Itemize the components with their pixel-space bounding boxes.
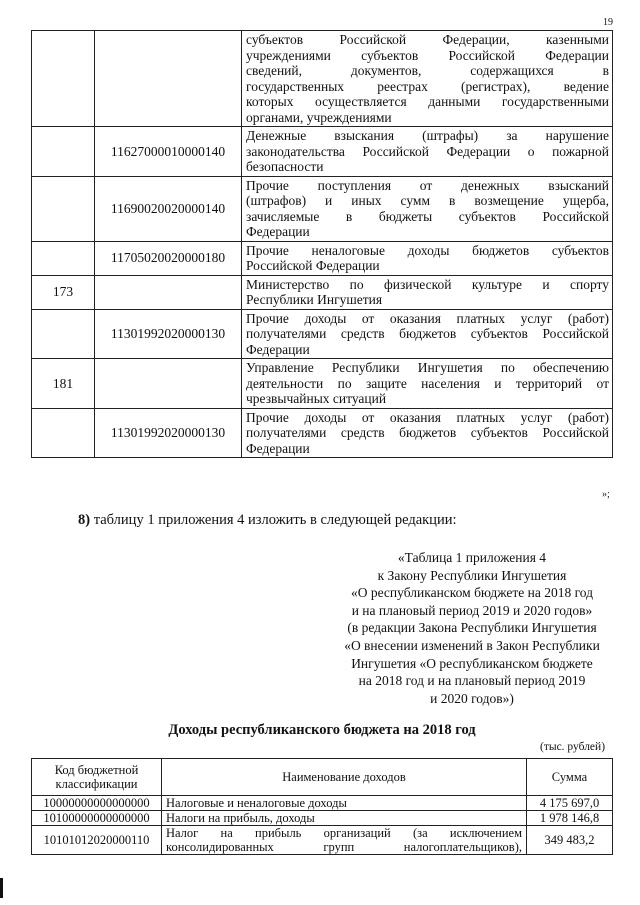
kbk-code-cell	[95, 275, 242, 309]
budget-code-cell: 10100000000000000	[32, 811, 162, 826]
kbk-code-cell: 11627000010000140	[95, 127, 242, 177]
closing-quote: »;	[602, 489, 610, 500]
table-row	[32, 275, 613, 309]
table-row	[32, 811, 613, 826]
description-line: Денежные взыскания (штрафы) за нарушение	[246, 128, 609, 143]
admin-code-cell	[32, 309, 95, 359]
kbk-code-cell: 11705020020000180	[95, 241, 242, 275]
heading-line: «О внесении изменений в Закон Республики	[344, 637, 600, 653]
admin-code-cell	[32, 241, 95, 275]
table-row	[32, 31, 613, 127]
admin-code-cell	[32, 176, 95, 241]
header-code: Код бюджетной классификации	[32, 759, 162, 796]
table-row	[32, 796, 613, 811]
kbk-code-cell: 11690020020000140	[95, 176, 242, 241]
budget-code-cell: 10101012020000110	[32, 826, 162, 855]
revenue-table	[31, 758, 613, 855]
admin-code-cell: 173	[32, 275, 95, 309]
description-line: Федерации	[246, 224, 310, 239]
amount-cell: 4 175 697,0	[527, 796, 613, 811]
heading-line: на 2018 год и на плановый период 2019	[358, 673, 586, 689]
description-cell	[242, 176, 613, 241]
description-line: получателями средств бюджетов субъектов Российской	[246, 425, 609, 440]
description-line: Прочие доходы от оказания платных услуг (работ)	[246, 310, 609, 326]
description-cell	[242, 275, 613, 309]
description-line: сведений, документов, содержащихся в	[246, 63, 609, 78]
revenue-name-cell: Налоги на прибыль, доходы	[162, 811, 527, 826]
heading-line: «О республиканском бюджете на 2018 год	[350, 585, 594, 601]
admin-code-cell: 181	[32, 359, 95, 409]
description-line: Республики Ингушетия	[246, 292, 383, 307]
heading-line: Ингушетия «О республиканском бюджете	[351, 655, 593, 671]
document-title: Доходы республиканского бюджета на 2018 год	[168, 722, 476, 738]
description-line: Федерации	[246, 440, 310, 456]
description-line: органами, учреждениями	[246, 109, 392, 125]
description-line: зачисляемые в бюджеты субъектов Российской	[246, 208, 609, 224]
description-cell	[242, 359, 613, 409]
heading-line: и на плановый период 2019 и 2020 годов»	[351, 602, 593, 618]
description-line: Прочие неналоговые доходы бюджетов субъектов	[246, 242, 609, 258]
table-row	[32, 408, 613, 458]
heading-line: (в редакции Закона Республики Ингушетия	[347, 620, 597, 636]
table-heading-block	[312, 549, 632, 707]
description-line: (штрафов) и иных сумм в возмещение ущерба,	[246, 193, 609, 208]
table-row	[32, 309, 613, 359]
heading-line: к Закону Республики Ингушетия	[377, 567, 567, 583]
description-line: законодательства Российской Федерации о пожарной	[246, 143, 609, 159]
margin-mark	[0, 878, 3, 898]
kbk-code-cell: 11301992020000130	[95, 408, 242, 458]
description-cell	[242, 241, 613, 275]
page-number: 19	[603, 17, 613, 28]
instruction-paragraph	[78, 512, 457, 529]
description-line: государственных реестрах (регистрах), ведение	[246, 78, 609, 94]
revenue-name-cell: Налоговые и неналоговые доходы	[162, 796, 527, 811]
description-line: получателями средств бюджетов субъектов Российской	[246, 326, 609, 341]
description-line: Министерство по физической культуре и спорту	[246, 276, 609, 292]
table-row	[32, 826, 613, 855]
header-sum: Сумма	[527, 759, 613, 796]
description-line: Прочие доходы от оказания платных услуг (работ)	[246, 409, 609, 425]
admin-code-cell	[32, 31, 95, 127]
description-line: деятельности по защите населения и территорий от	[246, 375, 609, 391]
table-row	[32, 359, 613, 409]
revenue-name-line: Налог на прибыль организаций (за исключением	[166, 826, 522, 840]
heading-line: «Таблица 1 приложения 4	[397, 550, 547, 565]
kbk-code-cell	[95, 31, 242, 127]
description-line: которых осуществляется данными государственными	[246, 94, 609, 109]
item-number: 8)	[78, 512, 91, 528]
description-line: чрезвычайных ситуаций	[246, 391, 387, 406]
revenue-name-cell	[162, 826, 527, 855]
table-row	[32, 176, 613, 241]
amount-cell: 349 483,2	[527, 826, 613, 855]
units-label: (тыс. рублей)	[540, 741, 606, 753]
table-header-row	[32, 759, 613, 796]
revenue-name-line: консолидированных групп налогоплательщиков),	[166, 840, 522, 854]
description-line: Прочие поступления от денежных взысканий	[246, 177, 609, 193]
table-row	[32, 241, 613, 275]
description-line: субъектов Российской Федерации, казенными	[246, 32, 609, 47]
description-cell	[242, 309, 613, 359]
description-cell	[242, 408, 613, 458]
heading-line: и 2020 годов»)	[430, 690, 514, 706]
kbk-code-cell: 11301992020000130	[95, 309, 242, 359]
header-name: Наименование доходов	[162, 759, 527, 796]
description-cell	[242, 31, 613, 127]
amount-cell: 1 978 146,8	[527, 811, 613, 826]
classification-table	[31, 30, 613, 458]
budget-code-cell: 10000000000000000	[32, 796, 162, 811]
instruction-text: таблицу 1 приложения 4 изложить в следующей редакции:	[90, 512, 457, 528]
description-line: Федерации	[246, 341, 310, 357]
description-cell	[242, 127, 613, 177]
description-line: безопасности	[246, 159, 324, 174]
description-line: Управление Республики Ингушетия по обеспечению	[246, 360, 609, 375]
description-line: учреждениями субъектов Российской Федерации	[246, 47, 609, 63]
table-row	[32, 127, 613, 177]
admin-code-cell	[32, 127, 95, 177]
description-line: Российской Федерации	[246, 258, 380, 273]
kbk-code-cell	[95, 359, 242, 409]
admin-code-cell	[32, 408, 95, 458]
